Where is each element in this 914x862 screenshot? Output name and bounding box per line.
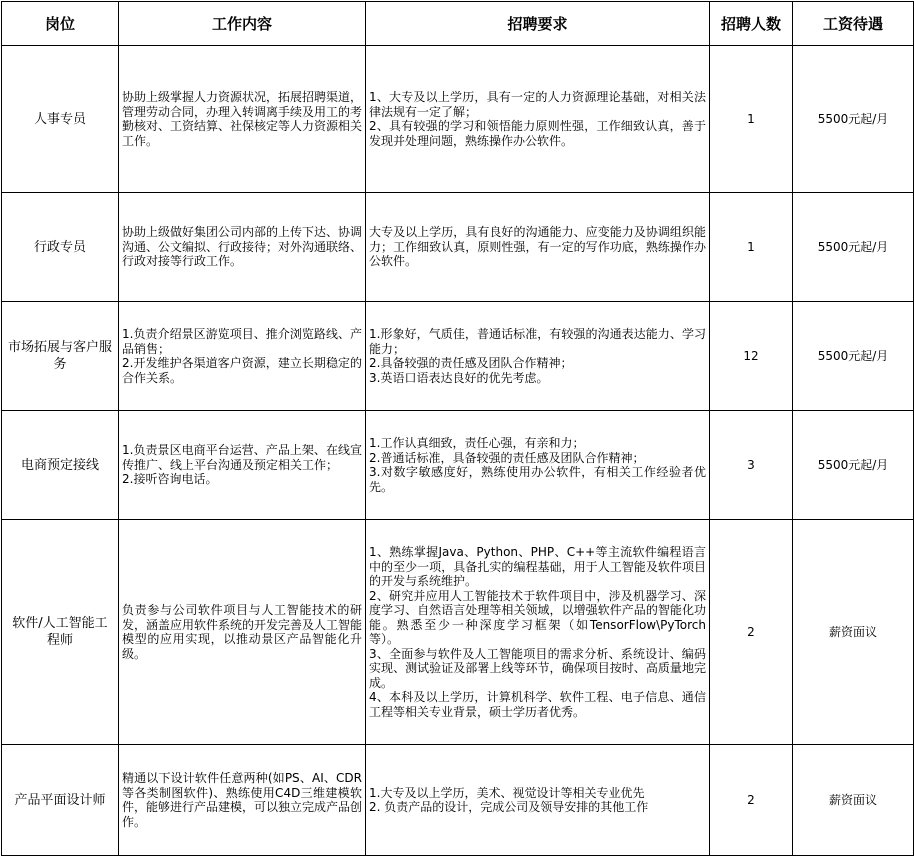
header-requirements: 招聘要求: [366, 2, 710, 46]
salary-cell: 薪资面议: [793, 520, 914, 745]
recruitment-table: [1, 1, 914, 856]
requirement-line: 2、研究并应用人工智能技术于软件项目中，涉及机器学习、深度学习、自然语言处理等相关领域，以增强软件产品的智能化功能。熟悉至少一种深度学习框架（如TensorFlow\PyTorch等）。: [369, 588, 706, 646]
position-cell: 市场拓展与客户服务: [2, 302, 119, 411]
requirements-cell: [366, 745, 710, 856]
requirements-cell: [366, 520, 710, 745]
duties-cell: [119, 302, 366, 411]
header-count: 招聘人数: [710, 2, 793, 46]
count-cell: 2: [710, 520, 793, 745]
duties-cell: [119, 745, 366, 856]
requirement-line: 2、具有较强的学习和领悟能力原则性强，工作细致认真，善于发现并处理问题，熟练操作办公软件。: [369, 119, 706, 148]
requirement-line: 3.对数字敏感度好，熟练使用办公软件，有相关工作经验者优先。: [369, 465, 706, 494]
duty-line: 2.接听咨询电话。: [122, 472, 218, 487]
requirement-line: 1.工作认真细致，责任心强，有亲和力；: [369, 436, 585, 450]
salary-cell: 5500元起/月: [793, 411, 914, 520]
duty-line: 负责参与公司软件项目与人工智能技术的研发，涵盖应用软件系统的开发完善及人工智能模型的应用实现，以推动景区产品智能化升级。: [122, 603, 363, 661]
requirement-line: 1、熟练掌握Java、Python、PHP、C++等主流软件编程语言中的至少一项，具备扎实的编程基础，用于人工智能及软件项目的开发与系统维护。: [369, 545, 706, 588]
salary-cell: 5500元起/月: [793, 302, 914, 411]
requirement-line: 3、全面参与软件及人工智能项目的需求分析、系统设计、编码实现、测试验证及部署上线等环节，确保项目按时、高质量地完成。: [369, 646, 706, 690]
count-cell: 3: [710, 411, 793, 520]
header-salary: 工资待遇: [793, 2, 914, 46]
salary-cell: 5500元起/月: [793, 193, 914, 302]
position-cell: 电商预定接线: [2, 411, 119, 520]
duties-cell: [119, 411, 366, 520]
count-cell: 12: [710, 302, 793, 411]
requirement-line: 2.普通话标准，具备较强的责任感及团队合作精神；: [369, 450, 645, 465]
requirements-cell: [366, 302, 710, 411]
table-row: [2, 411, 914, 520]
position-cell: 行政专员: [2, 193, 119, 302]
position-cell: 软件/人工智能工程师: [2, 520, 119, 745]
salary-cell: 薪资面议: [793, 745, 914, 856]
table-row: [2, 193, 914, 302]
requirements-cell: [366, 46, 710, 193]
duty-line: 1.负责景区电商平台运营、产品上架、在线宣传推广、线上平台沟通及预定相关工作；: [122, 443, 362, 472]
count-cell: 1: [710, 46, 793, 193]
table-row: [2, 302, 914, 411]
header-row: [2, 2, 914, 46]
header-duties: 工作内容: [119, 2, 366, 46]
requirement-line: 大专及以上学历，具有良好的沟通能力、应变能力及协调组织能力；工作细致认真，原则性强，有一定的写作功底，熟练操作办公软件。: [369, 225, 706, 269]
position-cell: 产品平面设计师: [2, 745, 119, 856]
table-row: [2, 745, 914, 856]
requirement-line: 1.大专及以上学历，美术、视觉设计等相关专业优先: [369, 785, 645, 800]
requirements-cell: [366, 411, 710, 520]
duties-cell: [119, 520, 366, 745]
duties-cell: [119, 46, 366, 193]
salary-cell: 5500元起/月: [793, 46, 914, 193]
position-cell: 人事专员: [2, 46, 119, 193]
header-position: 岗位: [2, 2, 119, 46]
requirement-line: 4、本科及以上学历，计算机科学、软件工程、电子信息、通信工程等相关专业背景，硕士学历者优秀。: [369, 690, 706, 719]
count-cell: 2: [710, 745, 793, 856]
duty-line: 1.负责介绍景区游览项目、推介浏览路线、产品销售；: [122, 327, 362, 356]
requirement-line: 3.英语口语表达良好的优先考虑。: [369, 370, 549, 385]
requirement-line: 1.形象好，气质佳，普通话标准，有较强的沟通表达能力、学习能力；: [369, 327, 706, 356]
requirements-cell: [366, 193, 710, 302]
duty-line: 协助上级掌握人力资源状况，拓展招聘渠道，管理劳动合同，办理入转调离手续及用工的考勤核对、工资结算、社保核定等人力资源相关工作。: [122, 90, 363, 148]
duty-line: 精通以下设计软件任意两种(如PS、AI、CDR等各类制图软件)、熟练使用C4D三维建模软件，能够进行产品建模，可以独立完成产品创作。: [122, 771, 363, 829]
count-cell: 1: [710, 193, 793, 302]
table-row: [2, 520, 914, 745]
requirement-line: 1、大专及以上学历，具有一定的人力资源理论基础，对相关法律法规有一定了解；: [369, 90, 706, 119]
duty-line: 2.开发维护各渠道客户资源，建立长期稳定的合作关系。: [122, 356, 362, 385]
duties-cell: [119, 193, 366, 302]
requirement-line: 2.具备较强的责任感及团队合作精神；: [369, 356, 573, 370]
duty-line: 协助上级做好集团公司内部的上传下达、协调沟通、公文编拟、行政接待；对外沟通联络、行政对接等行政工作。: [122, 225, 363, 269]
requirement-line: 2. 负责产品的设计，完成公司及领导安排的其他工作: [369, 800, 649, 814]
table-row: [2, 46, 914, 193]
